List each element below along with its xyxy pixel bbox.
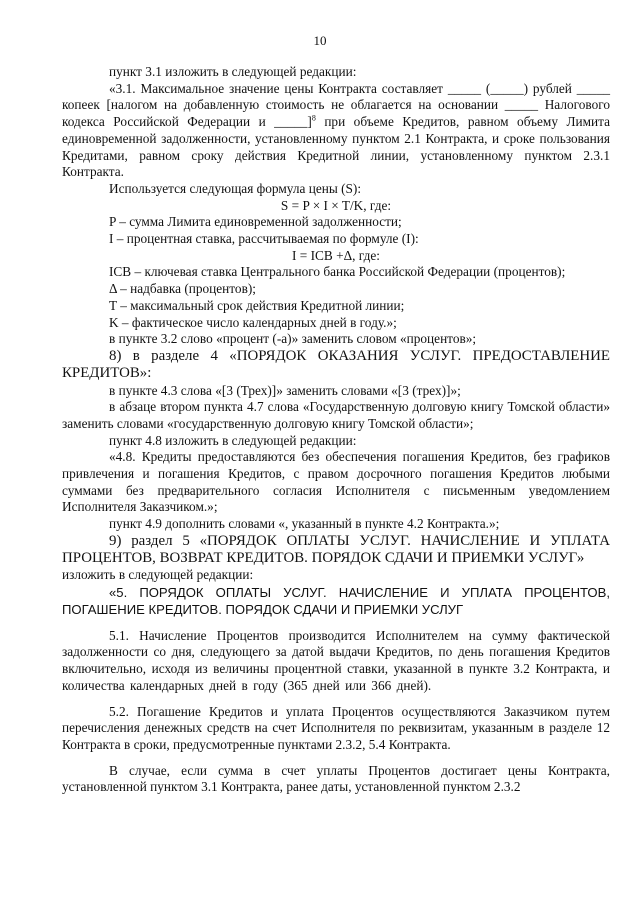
page-number: 10: [313, 33, 327, 48]
paragraph-text: «3.1. Максимальное значение цены Контракта составляет _____ (_____) рублей _____ копеек [налогом на добавленную стоимость не облагается на основании _____ Налогового кодекса Российской Федерации и _____]: [62, 80, 610, 130]
paragraph: Δ – надбавка (процентов);: [109, 281, 256, 297]
paragraph: пункт 4.9 дополнить словами «, указанный в пункте 4.2 Контракта.»;: [109, 516, 500, 532]
paragraph: пункт 4.8 изложить в следующей редакции:: [109, 432, 357, 448]
paragraph: 5.2. Погашение Кредитов и уплата Процентов осуществляются Заказчиком путем перечисления денежных средств на счет Исполнителя по реквизитам, указанным в разделе 12 Контракта в сроки, предусмотренные пунктами 2.3.2, 5.4 Контракта.: [62, 703, 610, 752]
paragraph: В случае, если сумма в счет уплаты Процентов достигает цены Контракта, установленной пунктом 3.1 Контракта, ранее даты, установленной пунктом 2.3.2: [62, 762, 610, 795]
footnote-ref: 8: [311, 113, 316, 123]
paragraph: 5.1. Начисление Процентов производится Исполнителем на сумму фактической задолженности со дня, следующего за датой выдачи Кредитов, по день погашения Кредитов включительно, исходя из величины процентной ставки, указанной в пункте 3.2 Контракта, и количества календарных дней в году (365 дней или 366 дней).: [62, 627, 610, 693]
paragraph: в пункте 3.2 слово «процент (-а)» заменить словом «процентов»;: [109, 331, 477, 347]
paragraph: 8) в разделе 4 «ПОРЯДОК ОКАЗАНИЯ УСЛУГ. ПРЕДОСТАВЛЕНИЕ КРЕДИТОВ»:: [62, 347, 610, 382]
paragraph: [62, 81, 610, 181]
paragraph-text: при объеме Кредитов, равном объему Лимита единовременной задолженности, установленному пунктом 2.1 Контракта, и сроке пользования Кредитами, равном сроку действия Кредитной линии, установленному пунктом 2.3.1 Контракта.: [62, 114, 610, 180]
section-heading: «5. ПОРЯДОК ОПЛАТЫ УСЛУГ. НАЧИСЛЕНИЕ И УПЛАТА ПРОЦЕНТОВ, ПОГАШЕНИЕ КРЕДИТОВ. ПОРЯДОК СДАЧИ И ПРИЕМКИ УСЛУГ: [62, 585, 610, 618]
paragraph: ICB – ключевая ставка Центрального банка Российской Федерации (процентов);: [109, 264, 566, 280]
paragraph: в пункте 4.3 слова «[3 (Трех)]» заменить словами «[3 (трех)]»;: [109, 382, 461, 398]
paragraph: изложить в следующей редакции:: [62, 567, 254, 583]
paragraph: Используется следующая формула цены (S):: [109, 180, 362, 196]
paragraph: I – процентная ставка, рассчитываемая по формуле (I):: [109, 231, 419, 247]
paragraph: в абзаце втором пункта 4.7 слова «Государственную долговую книгу Томской области» заменить словами «государственную долговую книгу Томской области»;: [62, 399, 610, 431]
paragraph: P – сумма Лимита единовременной задолженности;: [109, 214, 402, 230]
paragraph: 9) раздел 5 «ПОРЯДОК ОПЛАТЫ УСЛУГ. НАЧИСЛЕНИЕ И УПЛАТА ПРОЦЕНТОВ, ВОЗВРАТ КРЕДИТОВ. ПОРЯДОК СДАЧИ И ПРИЕМКИ УСЛУГ»: [62, 532, 610, 567]
formula: S = P × I × T/K, где:: [280, 197, 392, 213]
formula: I = ICB +Δ, где:: [292, 247, 380, 263]
paragraph: T – максимальный срок действия Кредитной линии;: [109, 297, 405, 313]
paragraph: «4.8. Кредиты предоставляются без обеспечения погашения Кредитов, без графиков привлечения и погашения Кредитов, с правом досрочного погашения Кредитов любыми суммами без предварительного согласия Исполнителя с письменным уведомлением Исполнителя Заказчиком.»;: [62, 449, 610, 515]
document-body: [62, 64, 610, 796]
paragraph: K – фактическое число календарных дней в году.»;: [109, 314, 397, 330]
paragraph: пункт 3.1 изложить в следующей редакции:: [109, 64, 357, 79]
